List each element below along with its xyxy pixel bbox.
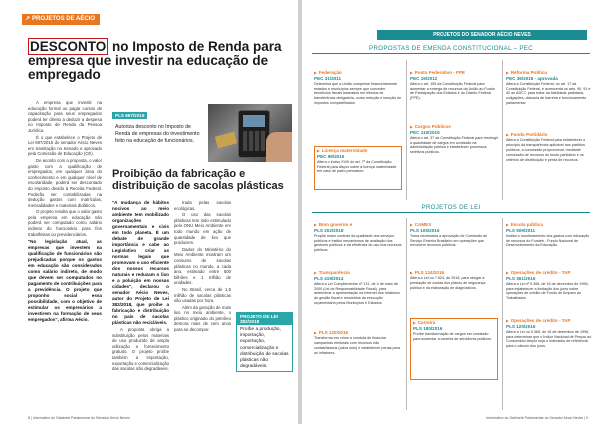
item-code: PLS 509/2011 <box>506 228 536 234</box>
item-title: ▶ Licença maternidade <box>317 148 399 154</box>
pl-item <box>314 330 402 388</box>
item-code: PLS 105/2016 <box>410 228 440 234</box>
divider <box>406 218 407 410</box>
terminal-keys <box>243 131 265 151</box>
paragraph: Dados do Ministério do Meio Ambiente mostram um consumo de sacolas plásticas no mundo, a cada ano, estimado entre 500 bilhões e 1 trilhão de unidades. <box>174 246 231 286</box>
article-subhead: Proibição da fabricação e distribuição de sacolas plásticas <box>112 168 284 192</box>
item-title: ▶ Transparência <box>314 270 402 276</box>
item-title: ▶ Operações de crédito - TAP <box>506 270 592 276</box>
headline-rest: no Imposto de Renda para empresa que investir na educação de empregado <box>28 39 282 82</box>
item-title: ▶ Fundo Partidário <box>506 132 592 138</box>
pl-item <box>410 222 498 262</box>
lead-quote: "A mudança de hábitos nocivos ao meio ambiente tem mobilizado organizações governamentais e civis em todo planeta. É um debate de grande importância e cabe ao Legislativo criar as normas legais que promovam o uso eficiente dos nossos recursos naturais e reduzam o lixo e a poluição em nossas cidades", declarou o senador Aécio Neves, autor do Projeto de Lei 382/2018, que proíbe a fabricação e distribuição no país de sacolas plásticas não recicláveis. <box>112 200 169 325</box>
item-text: Altera a Lei nº 9.365, de 16 de dezembro de 1996, para estabelecer a limitação dos juros sobre operações de crédito de Fundo de Amparo ao Trabalhador. <box>506 281 589 301</box>
item-code: PEC 31/2011 <box>314 76 342 82</box>
paragraph: Além da geração de mais lixo no meio ambiente, o plástico originado do petróleo demora mais de cem anos para se decompor. <box>174 304 231 333</box>
item-code: PLS 419/2014 <box>314 276 344 282</box>
right-banner: PROJETOS DO SENADOR AÉCIO NEVES <box>377 30 587 40</box>
arrow-icon: ↗ <box>25 16 31 22</box>
item-text: Altera a Lei no 9.365, de 16 de dezembro de 1996, para determinar que o Índice Nacional de Preços ao Consumidor Amplo seja o indexador de referência para o cálculo dos juros. <box>506 329 592 349</box>
item-text: Altera a Lei no 7.624, de 2018, para obrigar a prestação de contas dos planos de segurança pública e da elaboração de diagnósticos. <box>410 276 486 290</box>
item-text: Transforma em crime a conduta de financiar campanhas eleitorais com recursos não contabilizados (caixa dois) e estabelecer penas para os infratores. <box>314 336 400 355</box>
right-page <box>302 0 600 424</box>
item-code: PLS 202/2018 <box>314 228 344 234</box>
credit-card <box>215 132 237 149</box>
item-title: ▶ PLS 124/2016 <box>410 270 498 276</box>
paragraph: No Brasil, cerca de 1,5 milhão de sacolas plásticas são usadas por hora. <box>174 286 231 304</box>
item-code: PEC 110/2015 <box>410 130 440 136</box>
item-code: PEC 19/2012 <box>410 76 438 82</box>
item-title: ▶ Operações de crédito - TAP <box>506 318 592 324</box>
article-column-3 <box>174 200 231 410</box>
item-title: ▶ Cargos Públicos <box>410 124 498 130</box>
headline <box>28 40 290 82</box>
pec-item <box>506 70 592 126</box>
headline-highlight: DESCONTO <box>30 39 107 54</box>
item-text: Determina que a União compense financeiramente estados e municípios sempre que conceder benefícios fiscais baseados em tributos de transferência obrigatória, como redução e isenção de impostos compartilhados. <box>314 81 402 105</box>
left-page <box>0 0 298 424</box>
info-box-pl382 <box>236 312 293 372</box>
pl-item <box>314 222 402 262</box>
item-title: ▶ Reforma Política <box>506 70 592 76</box>
pl-section-title: PROJETOS DE LEI <box>312 203 590 213</box>
pl-item <box>506 222 592 262</box>
item-text: Altera a Lei Complementar nº 131, de 4 de maio de 2000 (Lei de Responsabilidade Fiscal), para determinar a apresentação na Internet dos relatórios de gestão fiscal e resumidos da execução orçamentária pelos Municípios e Estados. <box>314 281 400 305</box>
item-title: ▶ Federação <box>314 70 402 76</box>
paragraph: trada pelas sacolas ecológicas. <box>174 200 231 211</box>
info-box-text: Autoriza desconto no Imposto de Renda de empresas do investimento feito na educação de funcionários. <box>115 124 200 144</box>
paragraph: A empresa que investir na educação formal ou pagar cursos de capacitação para seus empregados poderá ter direito a deduzir a despesa no Imposto de Renda da Pessoa Jurídica. <box>28 100 102 133</box>
item-text: Altera o art. 159 da Constituição Federal para aumentar a entrega de recursos da União ao Fundo de Participação dos Estados e do Distrito Federal (FPE). <box>410 81 495 101</box>
pec-section-title: PROPOSTAS DE EMENDA CONSTITUCIONAL – PEC <box>312 44 590 54</box>
item-text: Altera a Constituição Federal, no art. 17 da Constituição Federal, e acrescenta os arts. 90, 91 e 92 ao ADCT, para tratar da fidelidade partidária, coligações, cláusula de barreira e funcionamento parlamentar. <box>506 81 591 105</box>
info-box-text: Proíbe a produção, importação, exportação, comercialização e distribuição de sacolas plásticas não degradáveis. <box>240 327 289 370</box>
paragraph: De acordo com a proposta, o valor gasto com a qualificação de empregados, em qualquer área do conhecimento e em qualquer nível de escolaridade, poderá ser descontado do imposto devido à Receita Federal. Poderão ser contabilizadas na dedução gastos com matrículas, mensalidades e materiais didáticos. <box>28 157 102 208</box>
article-column-2 <box>112 200 169 410</box>
item-text: Institui o monitoramento dos gastos com educação de recursos do Fundeb - Fundo Nacional de Desenvolvimento da Educação. <box>506 233 590 248</box>
item-title: ▶ Escola pública <box>506 222 592 228</box>
pl-item <box>410 318 498 380</box>
pec-item <box>410 70 498 118</box>
section-tag: ↗ PROJETOS DE AÉCIO <box>22 14 100 25</box>
terminal-screen <box>243 115 265 127</box>
divider <box>502 218 503 410</box>
pl-item <box>410 270 498 314</box>
item-text: Torna necessária a aprovação de Comissão de Serviço Exterior Brasileiro em operações que envolvem recursos públicos. <box>410 233 488 248</box>
item-title: ▶ Bom governo e <box>314 222 402 228</box>
divider <box>406 60 407 200</box>
item-title: ▶ Carreira <box>413 320 495 326</box>
info-box-pls697 <box>112 104 204 162</box>
item-code: PLS 180/2016 <box>413 326 443 332</box>
hand <box>266 132 292 162</box>
paragraph: É o que estabelece o Projeto de Lei 697/2015 do senador Aécio Neves em tramitação no Senado e aprovado pela Comissão de Educação (CE). <box>28 134 102 157</box>
pec-item <box>314 146 402 190</box>
pec-item <box>410 124 498 170</box>
pl-item <box>506 318 592 382</box>
right-footer: Informativo do Gabinete Parlamentar do Senador Aécio Neves | 9 <box>486 416 588 420</box>
item-text: Proíbe transformação de cargos em comissão para sustentar a carreira de servidores públicos. <box>413 331 492 341</box>
item-code: PEC 99/2015 <box>317 154 345 160</box>
card-machine-photo <box>208 104 292 162</box>
pl-item <box>314 270 402 322</box>
item-title: ▶ Posto Federativo - FPE <box>410 70 498 76</box>
paragraph: O projeto resulta que o valor gasto pela empresa em educação não poderá ser computado como salário indireto do funcionário para fins trabalhistas ou previdenciários. <box>28 209 102 237</box>
article-column-1 <box>28 100 102 405</box>
item-code: PEC 36/2016 - aprovada <box>506 76 558 82</box>
divider <box>502 60 503 200</box>
item-text: Altera o art. 37 da Constituição Federal para restringir a quantidade de cargos em comissão na administração pública e estabelecer processos seletivos públicos. <box>410 135 498 155</box>
item-code: PLS 361/2016 <box>506 276 536 282</box>
item-title: ▶ PLS 120/2016 <box>314 330 402 336</box>
item-text: Altera a Constituição Federal para estabelecer o princípio da transparência aplicável aos partidos políticos, a concessão proporcional, mediante concessão de recursos do fundo partidário e os critérios de distribuição e perda de recursos. <box>506 138 586 162</box>
pl-item <box>506 270 592 314</box>
item-code: PLS 120/2016 <box>506 324 536 330</box>
pec-item <box>314 70 402 132</box>
pec-item <box>506 132 592 186</box>
info-box-title: PLS 697/2015 <box>112 112 147 119</box>
item-text: Altera o inciso XVIII do art. 7º da Constituição Federal para dispor sobre a licença maternidade em caso de parto prematuro. <box>317 159 397 174</box>
paragraph: O uso das sacolas plásticas tem sido estimulado pelo ONU Meio Ambiente em todo mundo em ação de quantidade de lixo que produzem. <box>174 212 231 246</box>
paragraph: A proposta obriga a substituição pelos materiais de uso produzido de ampla utilização e fornecimento gratuito. O projeto proíbe também a importação, exportação e comercialização das sacolas não degradáveis. <box>112 327 169 372</box>
pull-quote: "No legislação atual, as empresas que investem na qualificação de funcionários são prejudicadas porque os gastos em educação são considerados como salário indireto, de modo que devem ser computados no pagamento de contribuições para a previdência. O projeto que proponho social essa possibilidade, com o objetivo de estimular os empresários a investirem na formação de seus empregados", afirma Aécio. <box>28 239 102 323</box>
item-title: ▶ CAMEX <box>410 222 498 228</box>
left-footer: 8 | Informativo do Gabinete Parlamentar do Senador Aécio Neves <box>28 416 130 420</box>
info-box-title: PROJETO DE LEI 382/2018 <box>237 313 292 325</box>
item-text: Propõe maior controle da qualidade dos serviços públicos e institui mecanismos de avaliação dos gestores públicos e da eficiência do uso dos recursos públicos. <box>314 233 402 253</box>
